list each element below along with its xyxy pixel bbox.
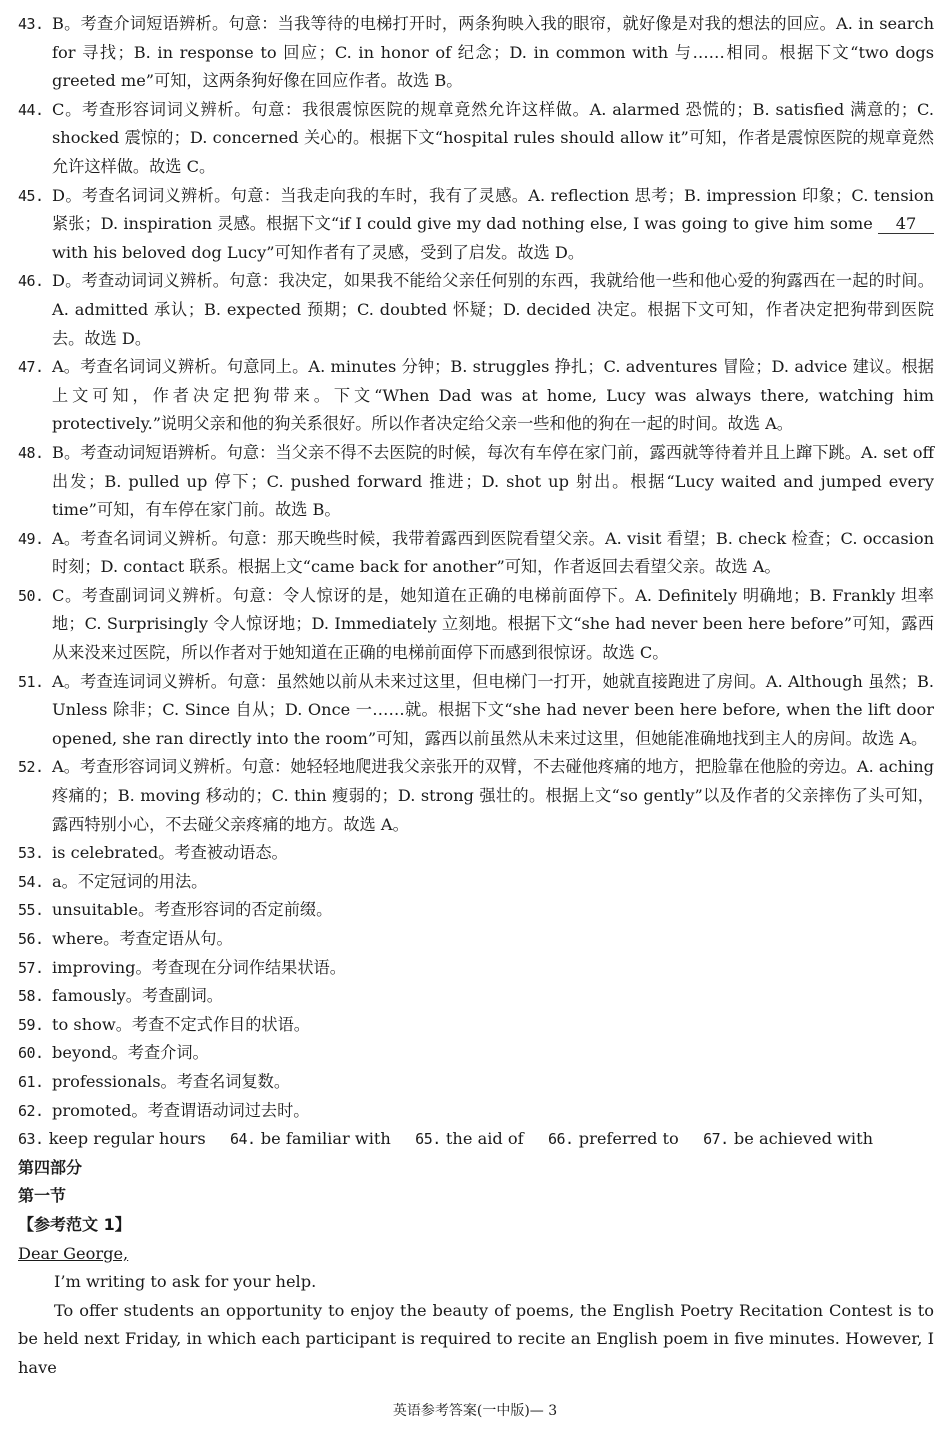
phrase-answer: be familiar with: [260, 1129, 391, 1149]
answer-44: 44. C。考查形容词词义辨析。句意：我很震惊医院的规章竟然允许这样做。A. alarmed 恐慌的；B. satisfied 满意的；C. shocked 震惊的；D. concerned 关心的。根据下文“hospital rules should allow it”可知，作者是震惊医院的规章竟然允许这样做。故选 C。: [18, 99, 934, 176]
phrase-answer: preferred to: [578, 1129, 679, 1149]
answer-48: 48. B。考查动词短语辨析。句意：当父亲不得不去医院的时候，每次有车停在家门前，露西就等待着并且上蹿下跳。A. set off 出发；B. pulled up 停下；C. pushed forward 推进；D. shot up 射出。根据“Lucy waited and jumped every time”可知，有车停在家门前。故选 B。: [18, 442, 934, 520]
answer-56: 56. where。考查定语从句。: [18, 929, 233, 948]
answer-list: [18, 10, 934, 1125]
answer-59: 59. to show。考查不定式作目的状语。: [18, 1014, 310, 1034]
answer-50: 50. C。考查副词词义辨析。句意：令人惊讶的是，她知道在正确的电梯前面停下。A. Definitely 明确地；B. Frankly 坦率地；C. Surprisingly 令人惊讶地；D. Immediately 立刻地。根据下文“she had never been here before”可知，露西从来没来过医院，所以作者对于她知道在正确的电梯前面停下而感到很惊讶。故选 C。: [18, 585, 934, 663]
answer-60: 60. beyond。考查介词。: [18, 1043, 209, 1063]
answer-61: 61. professionals。考查名词复数。: [18, 1071, 291, 1091]
letter-paragraph: To offer students an opportunity to enjoy the beauty of poems, the English Poetry Recitation Contest is to be held next Friday, in which each participant is required to recite an English poem in five minutes. However, I have: [18, 1300, 934, 1377]
phrase-answer: be achieved with: [733, 1129, 874, 1149]
answer-47: 47. A。考查名词词义辨析。句意同上。A. minutes 分钟；B. struggles 挣扎；C. adventures 冒险；D. advice 建议。根据上文可知，作者决定把狗带来。下文“When Dad was at home, Lucy was always there, watching him protectively.”说明父亲和他的狗关系很好。所以作者决定给父亲一些和他的狗在一起的时间。故选 A。: [18, 357, 934, 434]
answer-page: [18, 10, 934, 1383]
letter-paragraph: I’m writing to ask for your help.: [54, 1272, 317, 1292]
answer-45-text: D。考查名词词义辨析。句意：当我走向我的车时，我有了灵感。A. reflection 思考；B. impression 印象；C. tension 紧张；D. inspiration 灵感。根据下文“if I could give my dad nothing else, I was going to give him some: [52, 185, 934, 234]
subsection-heading: 第一节: [18, 1186, 67, 1206]
answer-53: 53. is celebrated。考查被动语态。: [18, 843, 288, 863]
letter-salutation: Dear George,: [18, 1243, 129, 1263]
answer-54: 54. a。不定冠词的用法。: [18, 871, 208, 891]
answer-43: 43. B。考查介词短语辨析。句意：当我等待的电梯打开时，两条狗映入我的眼帘，就好像是对我的想法的回应。A. in search for 寻找；B. in response to 回应；C. in honor of 纪念；D. in common with 与……相同。根据下文“two dogs greeted me”可知，这两条狗好像在回应作者。故选 B。: [18, 14, 934, 91]
page-footer: 英语参考答案(一中版)— 3: [392, 1403, 558, 1419]
phrase-answer: the aid of: [445, 1129, 524, 1149]
answer-52: 52. A。考查形容词词义辨析。句意：她轻轻地爬进我父亲张开的双臂，不去碰他疼痛的地方，把脸靠在他脸的旁边。A. aching 疼痛的；B. moving 移动的；C. thin 瘦弱的；D. strong 强壮的。根据上文“so gently”以及作者的父亲摔伤了头可知，露西特别小心，不去碰父亲疼痛的地方。故选 A。: [18, 757, 934, 834]
answer-46: 46. D。考查动词词义辨析。句意：我决定，如果我不能给父亲任何别的东西，我就给他一些和他心爱的狗露西在一起的时间。A. admitted 承认；B. expected 预期；C. doubted 怀疑；D. decided 决定。根据下文可知，作者决定把狗带到医院去。故选 D。: [18, 271, 934, 348]
answer-55: 55. unsuitable。考查形容词的否定前缀。: [18, 900, 333, 920]
phrase-answers-row: 63. keep regular hours 64. be familiar with 65. the aid of 66. preferred to 67. be achieved with: [18, 1129, 874, 1149]
answer-45-text-after: with his beloved dog Lucy”可知作者有了灵感，受到了启发。故选 D。: [52, 242, 585, 262]
phrase-answer: keep regular hours: [48, 1129, 206, 1149]
answer-49: 49. A。考查名词词义辨析。句意：那天晚些时候，我带着露西到医院看望父亲。A. visit 看望；B. check 检查；C. occasion 时刻；D. contact 联系。根据上文“came back for another”可知，作者返回去看望父亲。故选 A。: [18, 528, 934, 577]
answer-57: 57. improving。考查现在分词作结果状语。: [18, 957, 346, 977]
sample-essay-label: 【参考范文 1】: [18, 1214, 131, 1234]
blank-reference: 47: [878, 215, 934, 234]
answer-62: 62. promoted。考查谓语动词过去时。: [18, 1100, 310, 1120]
answer-45: 45. D。考查名词词义辨析。句意：当我走向我的车时，我有了灵感。A. reflection 思考；B. impression 印象；C. tension 紧张；D. inspiration 灵感。根据下文“if I could give my dad nothing else, I was going to give him some 47 with his beloved dog Lucy”可知作者有了灵感，受到了启发。故选 D。: [18, 185, 934, 262]
part-heading: 第四部分: [18, 1157, 83, 1177]
answer-58: 58. famously。考查副词。: [18, 986, 223, 1006]
answer-51: 51. A。考查连词词义辨析。句意：虽然她以前从未来过这里，但电梯门一打开，她就直接跑进了房间。A. Although 虽然；B. Unless 除非；C. Since 自从；D. Once 一……就。根据下文“she had never been here before, when the lift door opened, she ran directly into the room”可知，露西以前虽然从未来过这里，但她能准确地找到主人的房间。故选 A。: [18, 671, 934, 748]
